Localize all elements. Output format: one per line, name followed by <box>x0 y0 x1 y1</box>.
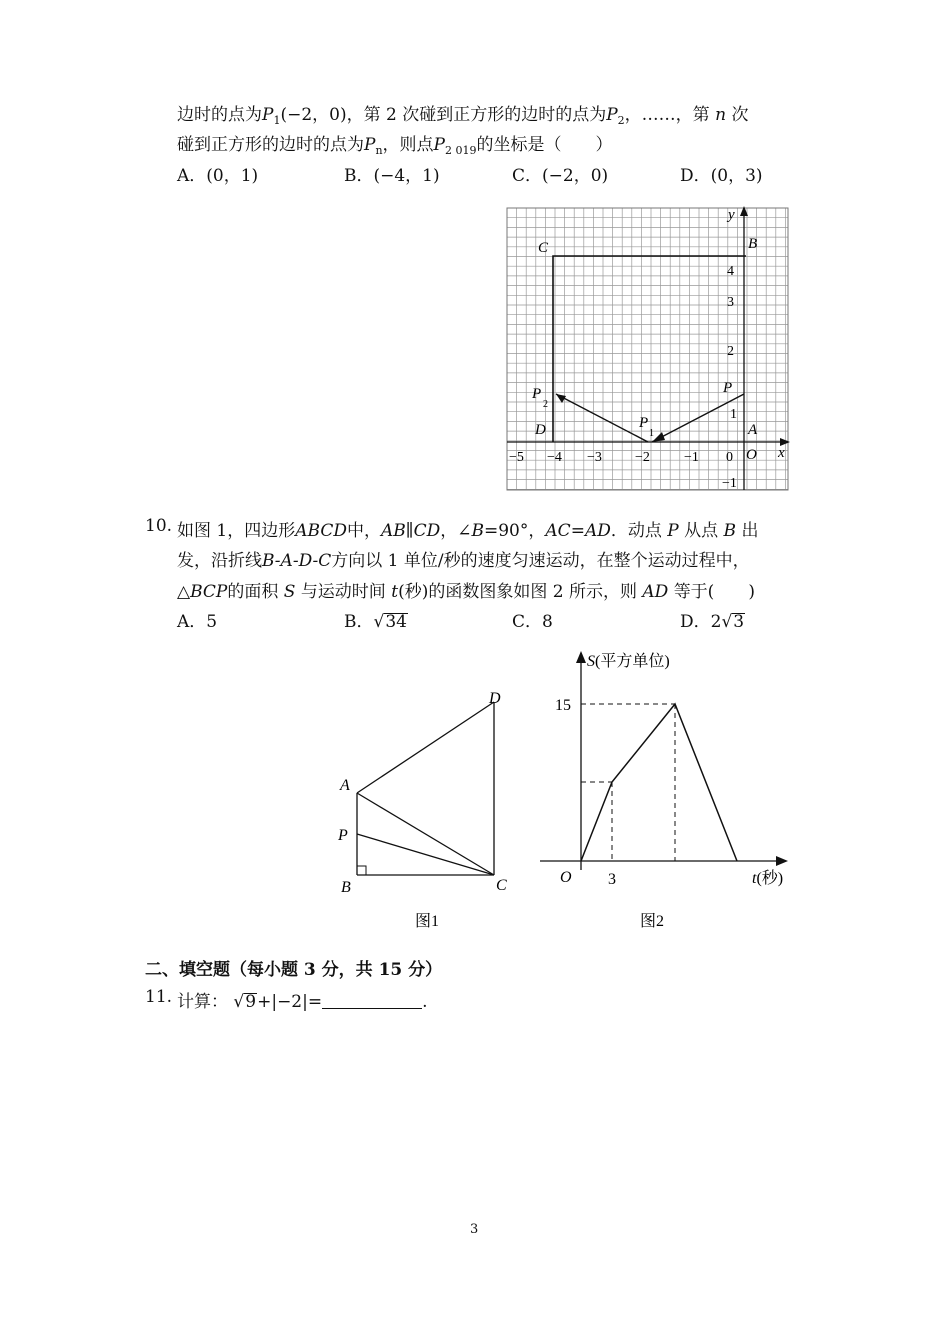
x-tick-neg3: −3 <box>587 450 602 465</box>
label-p1: P <box>639 415 649 431</box>
q10-line3: △BCP的面积 S 与运动时间 t(秒)的函数图象如图 2 所示，则 AD 等于( ) <box>177 582 755 602</box>
right-angle-mark <box>357 866 366 875</box>
y-tick-3: 3 <box>727 295 734 310</box>
segment-ac <box>357 793 494 875</box>
x-tick-0: 0 <box>726 450 733 465</box>
fig1-label-a: A <box>340 777 350 794</box>
fig1-label-c: C <box>496 877 507 894</box>
label-o: O <box>746 447 757 463</box>
x-tick-neg4: −4 <box>547 450 562 465</box>
page-number: 3 <box>470 1222 479 1237</box>
fig1-label-d: D <box>489 690 501 707</box>
fig1-label-b: B <box>341 879 351 896</box>
fig2 <box>530 645 810 945</box>
label-p1-sub: 1 <box>649 428 654 439</box>
segment-ad <box>357 702 494 793</box>
path-p1-p2 <box>556 394 648 442</box>
y-tick-1: 1 <box>730 407 737 422</box>
fig1-caption: 图1 <box>415 913 440 930</box>
q9-line2: 碰到正方形的边时的点为$P_n$，则点$P_{2 019}$的坐标是（ ） <box>177 135 613 157</box>
label-x: x <box>778 445 785 461</box>
fig2-tick-15: 15 <box>555 697 571 714</box>
q10-option-c: C．8 <box>512 612 553 632</box>
q9-option-d: D．(0，3) <box>680 166 763 186</box>
q10-option-d: D．2√3 <box>680 612 745 632</box>
q11-number: 11. <box>145 987 173 1007</box>
q9-line1: 边时的点为$P_1(-2$，0)，第 2 次碰到正方形的边时的点为$P_2$，……，第 n 次 <box>177 105 749 127</box>
fig2-s-arrow <box>576 651 586 663</box>
y-tick-neg1: −1 <box>722 476 737 491</box>
square-edges <box>553 256 746 442</box>
q9-option-b: B．(−4，1) <box>344 166 440 186</box>
label-y: y <box>728 207 735 223</box>
q10-option-b: B．√34 <box>344 612 407 632</box>
y-tick-2: 2 <box>727 344 734 359</box>
label-p2-sub: 2 <box>543 399 548 410</box>
fig1-label-p: P <box>338 827 348 844</box>
label-b: B <box>748 236 758 252</box>
label-p: P <box>723 380 733 396</box>
x-tick-neg5: −5 <box>509 450 524 465</box>
fig2-ylabel: S(平方单位) <box>587 653 670 670</box>
q9-option-a: A．(0，1) <box>177 166 259 186</box>
x-tick-neg1: −1 <box>684 450 699 465</box>
fig2-tick-3: 3 <box>608 871 616 888</box>
fig2-origin: O <box>560 869 572 886</box>
label-a: A <box>748 422 758 438</box>
label-p2: P <box>532 386 542 402</box>
q11-body: 计算： √9+|−2|= . <box>177 992 428 1012</box>
q9-grid-figure <box>500 200 800 500</box>
q10-line1: 如图 1，四边形ABCD中，AB∥CD，∠B=90°，AC=AD．动点 P 从点 B 出 <box>177 521 759 541</box>
label-c: C <box>538 240 549 256</box>
section2-title: 二、填空题（每小题 3 分，共 15 分） <box>145 960 443 980</box>
fig2-caption: 图2 <box>640 913 665 930</box>
q10-option-a: A．5 <box>177 612 218 632</box>
y-tick-4: 4 <box>727 264 734 279</box>
fig2-xlabel: t(秒) <box>752 870 784 887</box>
label-d: D <box>535 422 546 438</box>
q10-line2: 发，沿折线B-A-D-C方向以 1 单位/秒的速度匀速运动，在整个运动过程中， <box>177 551 750 571</box>
q11-answer-blank[interactable] <box>322 994 422 1009</box>
q10-number: 10. <box>145 516 173 536</box>
segment-pc <box>357 834 494 875</box>
q9-option-c: C．(−2，0) <box>512 166 609 186</box>
fig1 <box>330 680 530 940</box>
fig2-graph <box>581 704 737 861</box>
fig2-t-arrow <box>776 856 788 866</box>
x-tick-neg2: −2 <box>635 450 650 465</box>
